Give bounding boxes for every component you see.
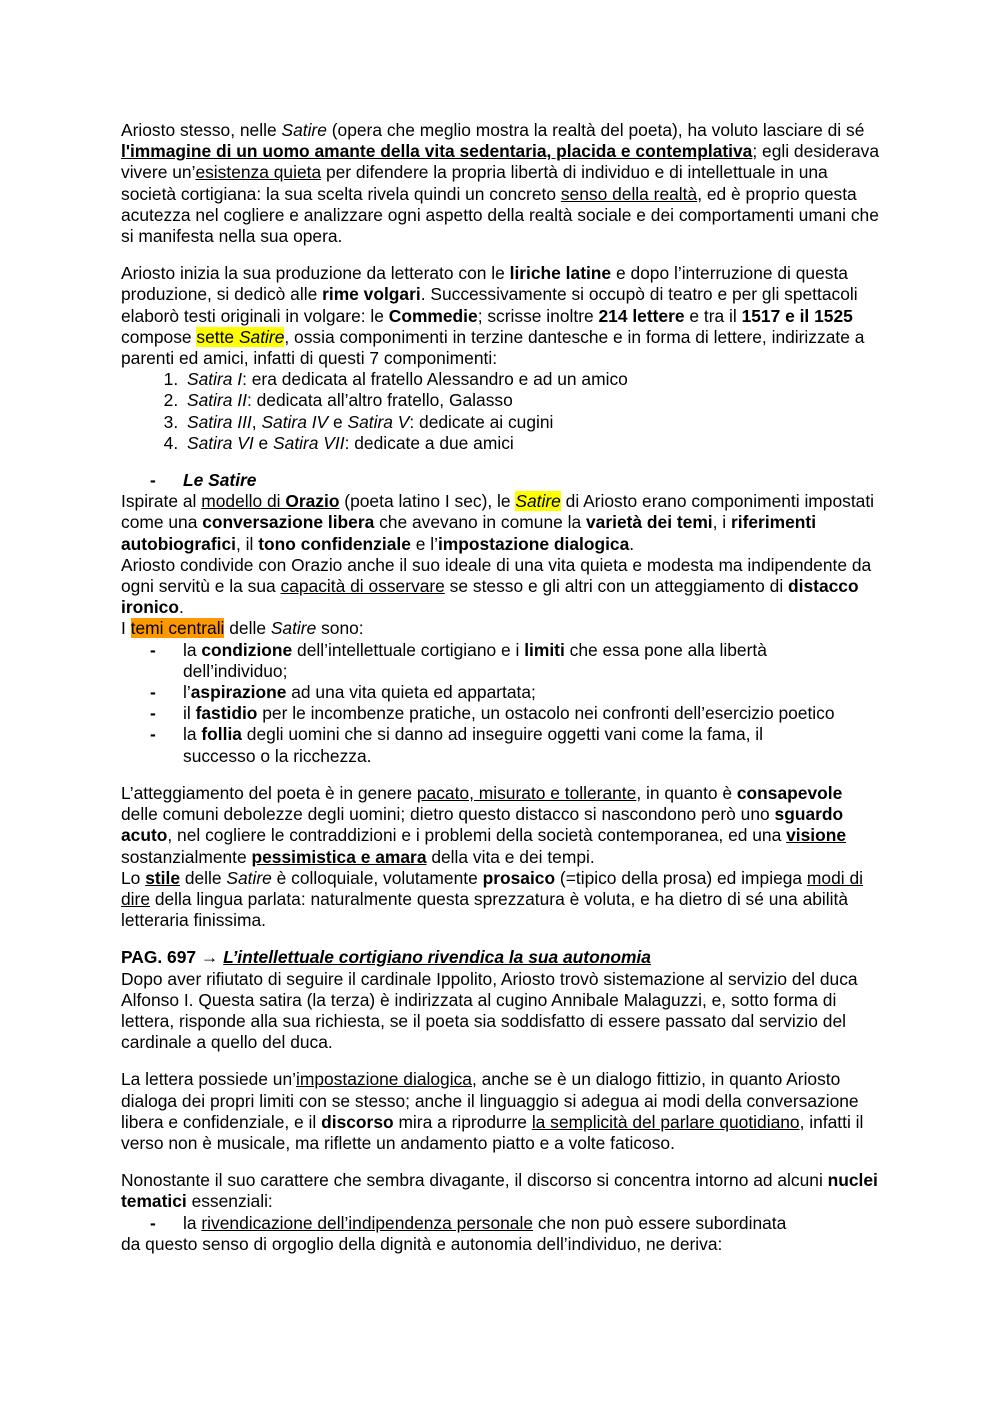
text-span: (opera che meglio mostra la realtà del poeta), ha voluto lasciare di sé xyxy=(326,120,865,140)
list-item: 3. Satira III, Satira IV e Satira V: dedicate ai cugini xyxy=(183,412,881,433)
list-item: - il fastidio per le incombenze pratiche, un ostacolo nei confronti dell’esercizio poetico xyxy=(150,703,835,724)
section-subheading xyxy=(121,470,881,491)
text-span: compose xyxy=(121,326,197,347)
italic-span: Satire xyxy=(281,120,327,140)
highlight-yellow: sette Satire xyxy=(196,326,285,347)
text-span: e tra il xyxy=(684,305,742,326)
paragraph-production xyxy=(121,263,881,369)
temi-list xyxy=(121,640,881,767)
page-reference: PAG. 697 → xyxy=(121,947,224,968)
list-item: 4. Satira VI e Satira VII: dedicate a due amici xyxy=(183,433,881,454)
underline-span: esistenza quieta xyxy=(195,162,322,183)
paragraph-orazio: Ispirate al modello di Orazio (poeta latino I sec), le Satire di Ariosto erano componimenti impostati come una conversazione libera che avevano in comune la varietà dei temi, i riferimenti autobiografici, il tono confidenziale e l’impostazione dialogica. xyxy=(121,491,875,554)
text-span: Ariosto stesso, nelle xyxy=(121,120,282,140)
nuclei-list xyxy=(121,1213,881,1234)
bold-span: 214 lettere xyxy=(598,305,685,326)
dash-bullet: - xyxy=(150,470,156,491)
list-item: 1. Satira I: era dedicata al fratello Alessandro e ad un amico xyxy=(183,369,881,390)
bold-span: rime volgari xyxy=(322,284,421,305)
list-item: - la condizione dell’intellettuale cortigiano e i limiti che essa pone alla libertà dell’individuo; xyxy=(150,639,767,681)
list-item: - la follia degli uomini che si danno ad inseguire oggetti vani come la fama, il successo o la ricchezza. xyxy=(150,724,764,766)
text-span: per difendere la propria libertà di individuo e di intellettuale in una società cortigiana: la sua scelta rivela quindi un concreto xyxy=(121,162,828,204)
text-span: , ed è proprio questa acutezza nel cogliere e analizzare ogni aspetto della realtà sociale e dei comportamenti umani che si manifesta nella sua opera. xyxy=(121,183,879,247)
paragraph-ippolito: Dopo aver rifiutato di seguire il cardinale Ippolito, Ariosto trovò sistemazione al servizio del duca Alfonso I. Questa satira (la terza) è indirizzata al cugino Annibale Malaguzzi, e, sotto forma di lettera, risponde alla sua richiesta, se il poeta sia soddisfatto di essere passato dal servizio del cardinale a quello del duca. xyxy=(121,968,858,1053)
highlight-yellow: Satire xyxy=(515,491,561,512)
list-item: - la rivendicazione dell’indipendenza personale che non può essere subordinata xyxy=(150,1212,787,1233)
paragraph-ideale: Ariosto condivide con Orazio anche il suo ideale di una vita quieta e modesta ma indipendente da ogni servitù e la sua capacità di osservare se stesso e gli altri con un atteggiamento di distacco ironico. xyxy=(121,554,872,618)
satire-numbered-list xyxy=(121,369,881,454)
list-item: - l’aspirazione ad una vita quieta ed appartata; xyxy=(150,682,536,703)
text-span: ; egli desiderava vivere un’ xyxy=(121,141,880,183)
list-item: 2. Satira II: dedicata all’altro fratello, Galasso xyxy=(183,390,881,411)
document-page xyxy=(121,120,881,1255)
section-heading xyxy=(121,947,881,968)
heading-title: L’intellettuale cortigiano rivendica la sua autonomia xyxy=(223,947,651,968)
bold-underline-span: l'immagine di un uomo amante della vita sedentaria, placida e contemplativa xyxy=(121,141,753,162)
subheading-text: Le Satire xyxy=(183,470,257,491)
bold-span: Commedie xyxy=(388,305,478,326)
paragraph-temi: I temi centrali delle Satire sono: xyxy=(121,618,364,639)
highlight-orange: temi centrali xyxy=(130,618,225,639)
text-span: Ariosto inizia la sua produzione da letterato con le xyxy=(121,263,510,284)
paragraph-intro xyxy=(121,120,881,247)
paragraph-lettera: La lettera possiede un’impostazione dialogica, anche se è un dialogo fittizio, in quanto Ariosto dialoga dei propri limiti con se stesso; anche il linguaggio si adegua ai modi della conversazione libera e confidenziale, e il discorso mira a riprodurre la semplicità del parlare quotidiano, infatti il verso non è musicale, ma riflette un andamento piatto e a volte faticoso. xyxy=(121,1069,864,1153)
paragraph-orgoglio: da questo senso di orgoglio della dignità e autonomia dell’individuo, ne deriva: xyxy=(121,1233,723,1254)
text-span: ; scrisse inoltre xyxy=(477,305,599,326)
underline-span: senso della realtà xyxy=(560,183,698,204)
text-span: e dopo l’interruzione di questa produzione, si dedicò alle xyxy=(121,263,848,305)
text-span: . Successivamente si occupò di teatro e per gli spettacoli elaborò testi originali in volgare: le xyxy=(121,284,858,326)
bold-span: 1517 e il 1525 xyxy=(741,305,853,326)
bold-span: liriche latine xyxy=(509,263,612,284)
paragraph-nuclei: Nonostante il suo carattere che sembra divagante, il discorso si concentra intorno ad alcuni nuclei tematici essenziali: xyxy=(121,1170,878,1212)
paragraph-stile: Lo stile delle Satire è colloquiale, volutamente prosaico (=tipico della prosa) ed impiega modi di dire della lingua parlata: naturalmente questa sprezzatura è voluta, e ha dietro di sé una abilità letteraria finissima. xyxy=(121,867,863,931)
text-span: , ossia componimenti in terzine dantesche e in forma di lettere, indirizzate a parenti ed amici, infatti di questi 7 componimenti: xyxy=(121,326,865,369)
paragraph-atteggiamento: L’atteggiamento del poeta è in genere pacato, misurato e tollerante, in quanto è consapevole delle comuni debolezze degli uomini; dietro questo distacco si nascondono però uno sguardo acuto, nel cogliere le contraddizioni e i problemi della società contemporanea, ed una visione sostanzialmente pessimistica e amara della vita e dei tempi. xyxy=(121,782,847,867)
